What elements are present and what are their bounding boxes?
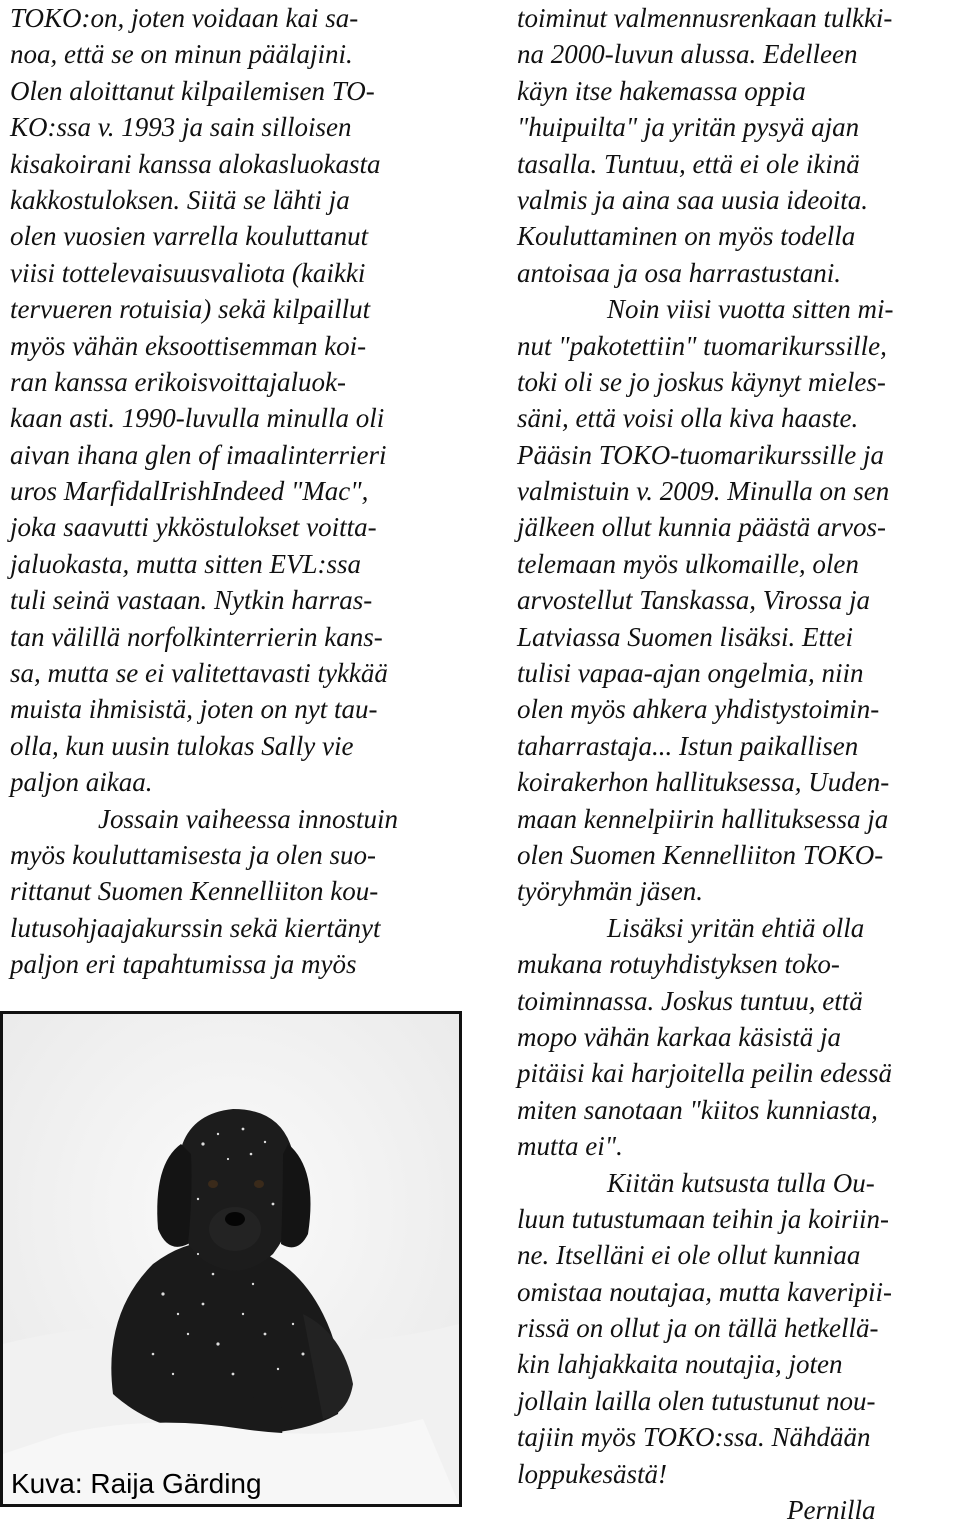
dog-photo [0, 1011, 462, 1507]
text-line: Lisäksi yritän ehtiä olla [607, 912, 865, 943]
text-line: työryhmän jäsen. [517, 876, 703, 907]
text-line: mopo vähän karkaa käsistä ja [517, 1021, 841, 1052]
text-line: jaluokasta, mutta sitten EVL:ssa [10, 548, 361, 579]
text-line: taharrastaja... Istun paikallisen [517, 730, 859, 761]
text-line: maan kennelpiirin hallituksessa ja [517, 803, 889, 834]
text-line: paljon eri tapahtumissa ja myös [10, 949, 357, 980]
photo-caption: Kuva: Raija Gärding [11, 1468, 262, 1499]
text-line: omistaa noutajaa, mutta kaveripii- [517, 1276, 892, 1307]
text-line: Kouluttaminen on myös todella [517, 221, 856, 252]
text-line: rissä on ollut ja on tällä hetkellä- [517, 1313, 879, 1344]
text-line: Pääsin TOKO-tuomarikurssille ja [517, 439, 885, 470]
text-line: antoisaa ja osa harrastustani. [517, 257, 842, 288]
text-line: telemaan myös ulkomaille, olen [517, 548, 859, 579]
text-line: säni, että voisi olla kiva haaste. [517, 403, 859, 434]
text-line: viisi tottelevaisuusvaliota (kaikki [10, 257, 366, 288]
text-line: nut "pakotettiin" tuomarikurssille, [517, 330, 887, 361]
text-line: myös kouluttamisesta ja olen suo- [10, 839, 376, 870]
text-line: ran kanssa erikoisvoittajaluok- [10, 366, 346, 397]
dog-in-snow-image [3, 1014, 459, 1504]
text-line: tan välillä norfolkinterrierin kans- [10, 621, 383, 652]
text-line: jälkeen ollut kunnia päästä arvos- [517, 512, 886, 543]
text-line: arvostellut Tanskassa, Virossa ja [517, 585, 871, 616]
text-line: kaan asti. 1990-luvulla minulla oli [10, 403, 385, 434]
text-line: Jossain vaiheessa innostuin [98, 803, 398, 834]
text-line: TOKO:on, joten voidaan kai sa- [10, 3, 359, 33]
text-line: mukana rotuyhdistyksen toko- [517, 949, 840, 980]
text-line: miten sanotaan "kiitos kunniasta, [517, 1094, 878, 1125]
text-line: joka saavutti ykköstulokset voitta- [10, 512, 377, 543]
text-line: pitäisi kai harjoitella peilin edessä [517, 1058, 892, 1089]
text-line: muista ihmisistä, joten on nyt tau- [10, 694, 378, 725]
text-line: Kiitän kutsusta tulla Ou- [607, 1167, 875, 1198]
text-line: ne. Itselläni ei ole ollut kunniaa [517, 1240, 861, 1271]
text-line: paljon aikaa. [10, 767, 153, 798]
text-line: mutta ei". [517, 1131, 623, 1162]
text-line: lutusohjaajakurssin sekä kiertänyt [10, 912, 381, 943]
text-line: Olen aloittanut kilpailemisen TO- [10, 75, 375, 106]
text-line: toiminnassa. Joskus tuntuu, että [517, 985, 863, 1016]
text-line: Latviassa Suomen lisäksi. Ettei [517, 621, 853, 652]
text-line: toiminut valmennusrenkaan tulkki- [517, 3, 893, 33]
text-line: kisakoirani kanssa alokasluokasta [10, 148, 381, 179]
article-right-column [517, 0, 957, 1528]
text-line: aivan ihana glen of imaalinterrieri [10, 439, 387, 470]
text-line: jollain lailla olen tutustunut nou- [517, 1385, 876, 1416]
text-line: olen vuosien varrella kouluttanut [10, 221, 369, 252]
text-line: käyn itse hakemassa oppia [517, 75, 806, 106]
text-line: kakkostuloksen. Siitä se lähti ja [10, 184, 350, 215]
text-line: KO:ssa v. 1993 ja sain silloisen [10, 112, 352, 143]
text-line: loppukesästä! [517, 1458, 667, 1489]
text-line: toki oli se jo joskus käynyt mieles- [517, 366, 886, 397]
text-line: Noin viisi vuotta sitten mi- [607, 294, 894, 325]
text-line: "huipuilta" ja yritän pysyä ajan [517, 112, 860, 143]
text-line: valmistuin v. 2009. Minulla on sen [517, 476, 890, 507]
text-line: rittanut Suomen Kennelliiton kou- [10, 876, 379, 907]
text-line: tervueren rotuisia) sekä kilpaillut [10, 294, 371, 325]
text-line: sa, mutta se ei valitettavasti tykkää [10, 658, 388, 689]
text-line: kin lahjakkaita noutajia, joten [517, 1349, 843, 1380]
text-line: luun tutustumaan teihin ja koiriin- [517, 1203, 889, 1234]
text-line: myös vähän eksoottisemman koi- [10, 330, 367, 361]
article-left-column [10, 0, 470, 983]
text-line: olla, kun uusin tulokas Sally vie [10, 730, 354, 761]
text-line: koirakerhon hallituksessa, Uuden- [517, 767, 890, 798]
text-line: uros MarfidalIrishIndeed "Mac", [10, 476, 369, 507]
text-line: tulisi vapaa-ajan ongelmia, niin [517, 658, 864, 689]
text-line: noa, että se on minun päälajini. [10, 39, 353, 70]
author-signature: Pernilla [787, 1495, 876, 1526]
text-line: na 2000-luvun alussa. Edelleen [517, 39, 858, 70]
text-line: valmis ja aina saa uusia ideoita. [517, 184, 868, 215]
text-line: tasalla. Tuntuu, että ei ole ikinä [517, 148, 860, 179]
text-line: olen Suomen Kennelliiton TOKO- [517, 839, 884, 870]
text-line: olen myös ahkera yhdistystoimin- [517, 694, 880, 725]
text-line: tuli seinä vastaan. Nytkin harras- [10, 585, 373, 616]
text-line: tajiin myös TOKO:ssa. Nähdään [517, 1422, 871, 1453]
